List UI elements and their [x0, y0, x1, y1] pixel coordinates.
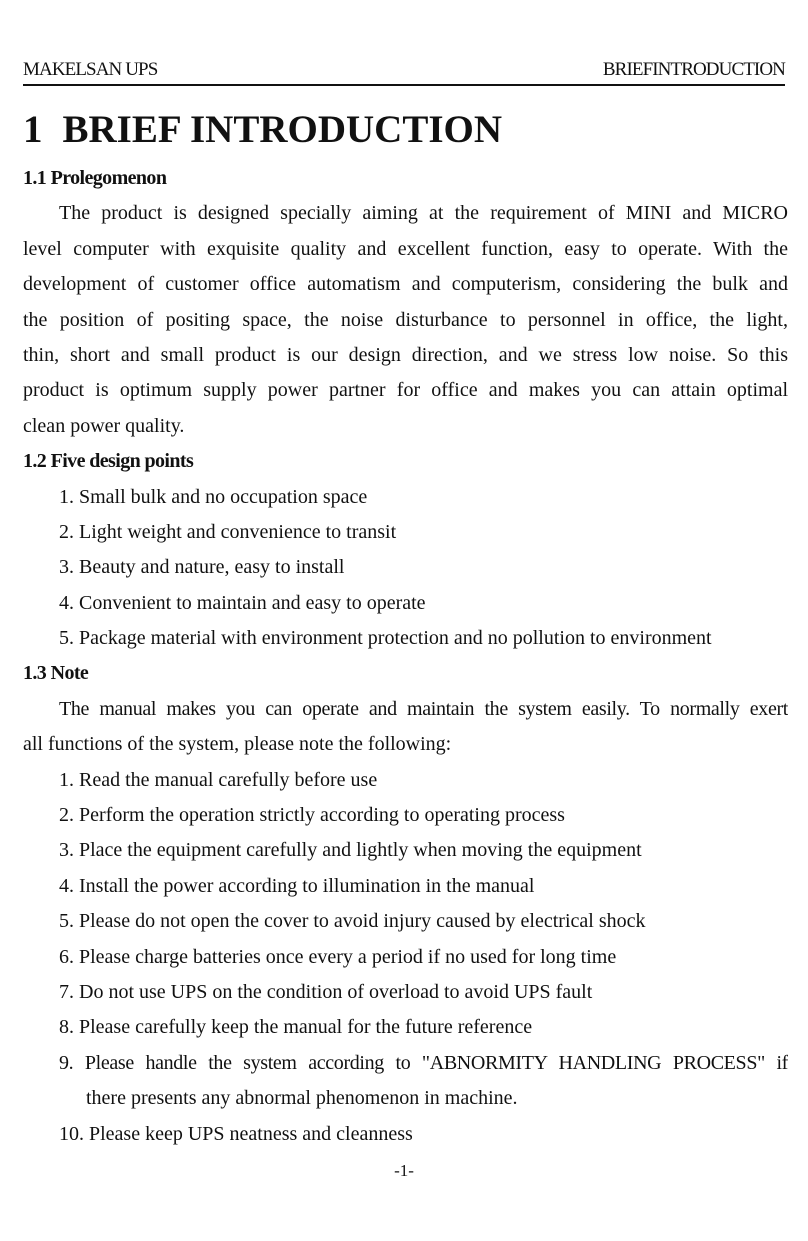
- paragraph-line: development of customer office automatism and computerism, considering the bulk and: [23, 273, 788, 296]
- paragraph-line: The product is designed specially aiming at the requirement of MINI and MICRO: [59, 202, 788, 225]
- paragraph-line: The manual makes you can operate and maintain the system easily. To normally exert: [59, 697, 788, 720]
- page-number: -1-: [394, 1161, 414, 1180]
- list-item: 1. Small bulk and no occupation space: [59, 485, 368, 508]
- header-brand: MAKELSAN UPS: [23, 59, 158, 80]
- list-item-continuation: there presents any abnormal phenomenon in machine.: [86, 1087, 518, 1110]
- list-item: 2. Light weight and convenience to transit: [59, 520, 397, 543]
- list-item: 5. Package material with environment protection and no pollution to environment: [59, 627, 712, 650]
- list-item: 1. Read the manual carefully before use: [59, 768, 378, 791]
- paragraph-line: all functions of the system, please note the following:: [23, 733, 452, 756]
- list-item: 4. Convenient to maintain and easy to operate: [59, 591, 426, 614]
- list-item: 6. Please charge batteries once every a period if no used for long time: [59, 945, 617, 968]
- section-heading-prolegomenon: 1.1 Prolegomenon: [23, 167, 167, 189]
- chapter-title-text: BRIEF INTRODUCTION: [62, 108, 503, 151]
- list-item: 3. Place the equipment carefully and lightly when moving the equipment: [59, 839, 642, 862]
- paragraph-line: thin, short and small product is our design direction, and we stress low noise. So this: [23, 343, 788, 366]
- chapter-number: 1: [23, 108, 43, 151]
- list-item: 5. Please do not open the cover to avoid injury caused by electrical shock: [59, 910, 646, 933]
- list-item: 4. Install the power according to illumination in the manual: [59, 874, 535, 897]
- page-content: [23, 161, 788, 1152]
- list-item: 2. Perform the operation strictly according to operating process: [59, 804, 565, 827]
- list-item: 9. Please handle the system according to "ABNORMITY HANDLING PROCESS" if: [59, 1051, 788, 1074]
- section-heading-note: 1.3 Note: [23, 662, 89, 685]
- section-heading-design-points: 1.2 Five design points: [23, 450, 194, 473]
- running-header: [23, 58, 785, 86]
- list-item: 8. Please carefully keep the manual for the future reference: [59, 1016, 533, 1039]
- header-section: BRIEFINTRODUCTION: [602, 59, 785, 80]
- paragraph-line: clean power quality.: [23, 414, 185, 437]
- list-item: 3. Beauty and nature, easy to install: [59, 556, 345, 579]
- paragraph-line: level computer with exquisite quality and excellent function, easy to operate. With the: [23, 237, 788, 260]
- list-item: 7. Do not use UPS on the condition of overload to avoid UPS fault: [59, 980, 593, 1003]
- chapter-title: [23, 106, 502, 154]
- list-item: 10. Please keep UPS neatness and cleanness: [59, 1122, 413, 1145]
- paragraph-line: product is optimum supply power partner for office and makes you can attain optimal: [23, 379, 788, 402]
- paragraph-line: the position of positing space, the noise disturbance to personnel in office, the light,: [23, 308, 788, 331]
